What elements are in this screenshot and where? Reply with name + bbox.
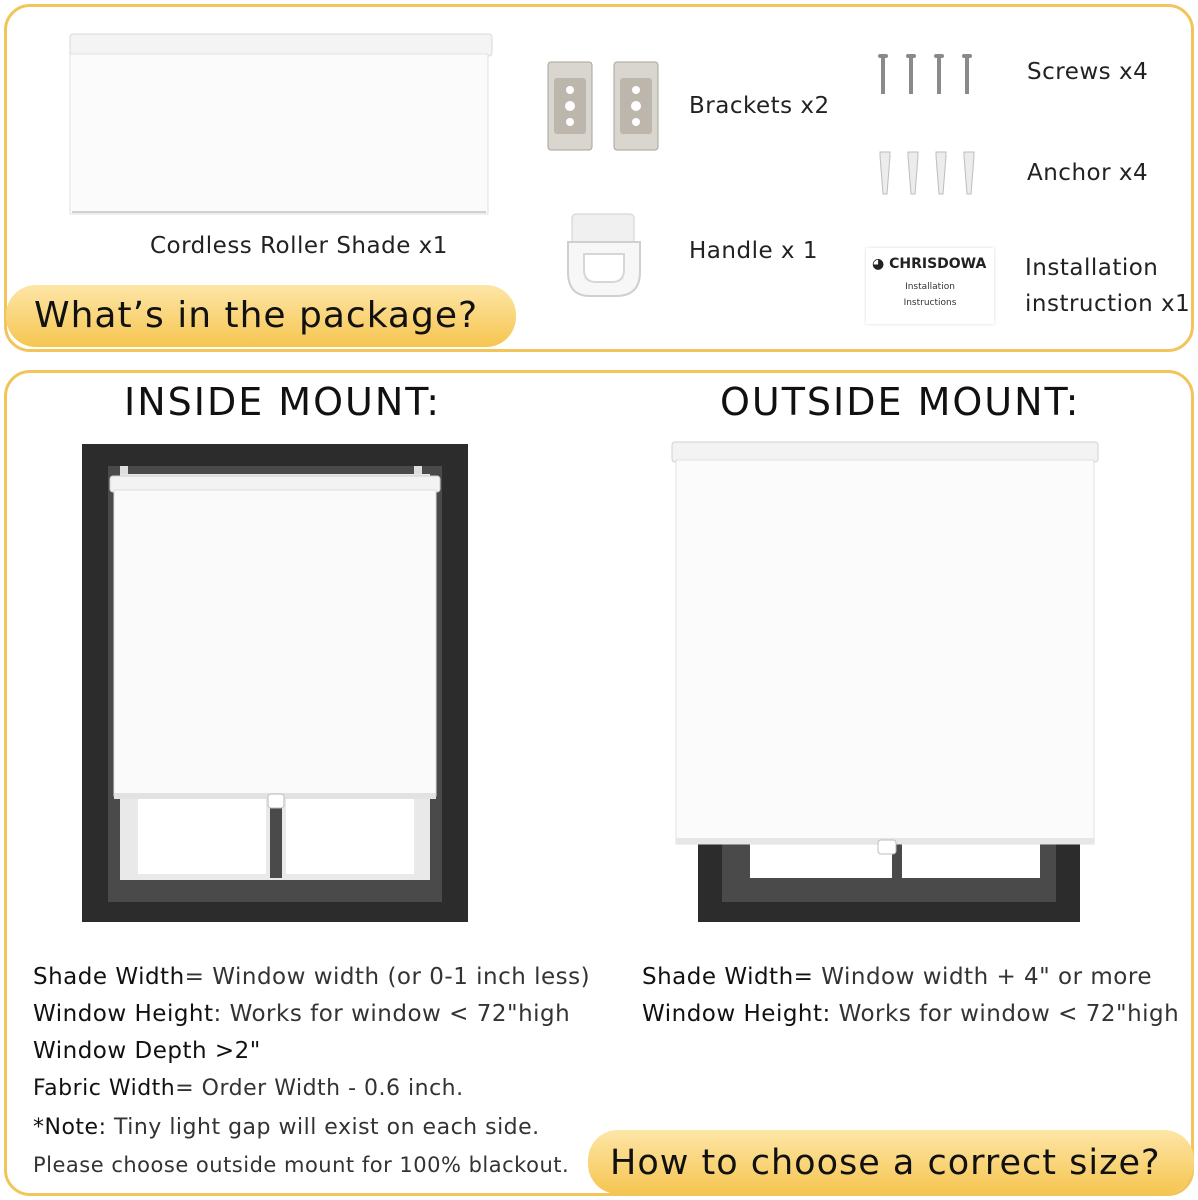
outside-mount-illustration bbox=[670, 440, 1100, 924]
outside-spec-window-height bbox=[642, 1001, 1179, 1027]
instruction-label-line2: instruction x1 bbox=[1025, 291, 1191, 317]
booklet-line2: Instructions bbox=[903, 298, 957, 308]
brand-mark-icon: ◕ bbox=[872, 256, 885, 272]
inside-spec-note bbox=[33, 1115, 540, 1140]
size-banner: How to choose a correct size? bbox=[588, 1130, 1194, 1194]
spec-label: Shade Width= bbox=[642, 964, 814, 990]
spec-label: Window Height: bbox=[642, 1001, 831, 1027]
inside-spec-shade-width bbox=[33, 964, 590, 990]
spec-label: Window Depth >2" bbox=[33, 1038, 261, 1064]
spec-text: : Works for window < 72"high bbox=[213, 1001, 571, 1027]
spec-label: Shade Width bbox=[33, 964, 185, 990]
booklet-line1: Installation bbox=[905, 282, 955, 292]
spec-label: *Note: bbox=[33, 1115, 107, 1140]
anchor-icon bbox=[872, 150, 987, 200]
spec-text: Please choose outside mount for 100% blackout. bbox=[33, 1153, 570, 1177]
inside-spec-window-height bbox=[33, 1001, 570, 1027]
brand-logo bbox=[872, 256, 986, 272]
handle-icon bbox=[560, 212, 650, 302]
inside-mount-illustration bbox=[82, 444, 468, 922]
package-banner: What’s in the package? bbox=[6, 285, 516, 347]
brand-name: CHRISDOWA bbox=[889, 256, 987, 272]
spec-label: Window Height bbox=[33, 1001, 214, 1027]
outside-mount-heading: OUTSIDE MOUNT: bbox=[720, 380, 1081, 424]
spec-text: Window width + 4" or more bbox=[813, 964, 1152, 990]
spec-text: Works for window < 72"high bbox=[830, 1001, 1180, 1027]
handle-label: Handle x 1 bbox=[689, 238, 818, 264]
inside-spec-fabric-width bbox=[33, 1076, 464, 1101]
anchor-label: Anchor x4 bbox=[1027, 160, 1149, 186]
spec-text: = Window width (or 0-1 inch less) bbox=[184, 964, 591, 990]
outside-spec-shade-width bbox=[642, 964, 1152, 990]
shade-label: Cordless Roller Shade x1 bbox=[150, 233, 448, 259]
inside-spec-window-depth bbox=[33, 1038, 261, 1064]
screws-icon bbox=[868, 50, 988, 100]
spec-text: Tiny light gap will exist on each side. bbox=[106, 1115, 540, 1140]
inside-spec-blackout bbox=[33, 1153, 569, 1177]
spec-text: = Order Width - 0.6 inch. bbox=[175, 1076, 464, 1101]
roller-shade-image bbox=[66, 32, 496, 217]
spec-label: Fabric Width bbox=[33, 1076, 176, 1101]
bracket-icon bbox=[546, 58, 666, 153]
instruction-booklet bbox=[866, 248, 994, 324]
instruction-label-line1: Installation bbox=[1025, 255, 1159, 281]
inside-mount-heading: INSIDE MOUNT: bbox=[124, 380, 442, 424]
screws-label: Screws x4 bbox=[1027, 59, 1149, 85]
brackets-label: Brackets x2 bbox=[689, 93, 830, 119]
